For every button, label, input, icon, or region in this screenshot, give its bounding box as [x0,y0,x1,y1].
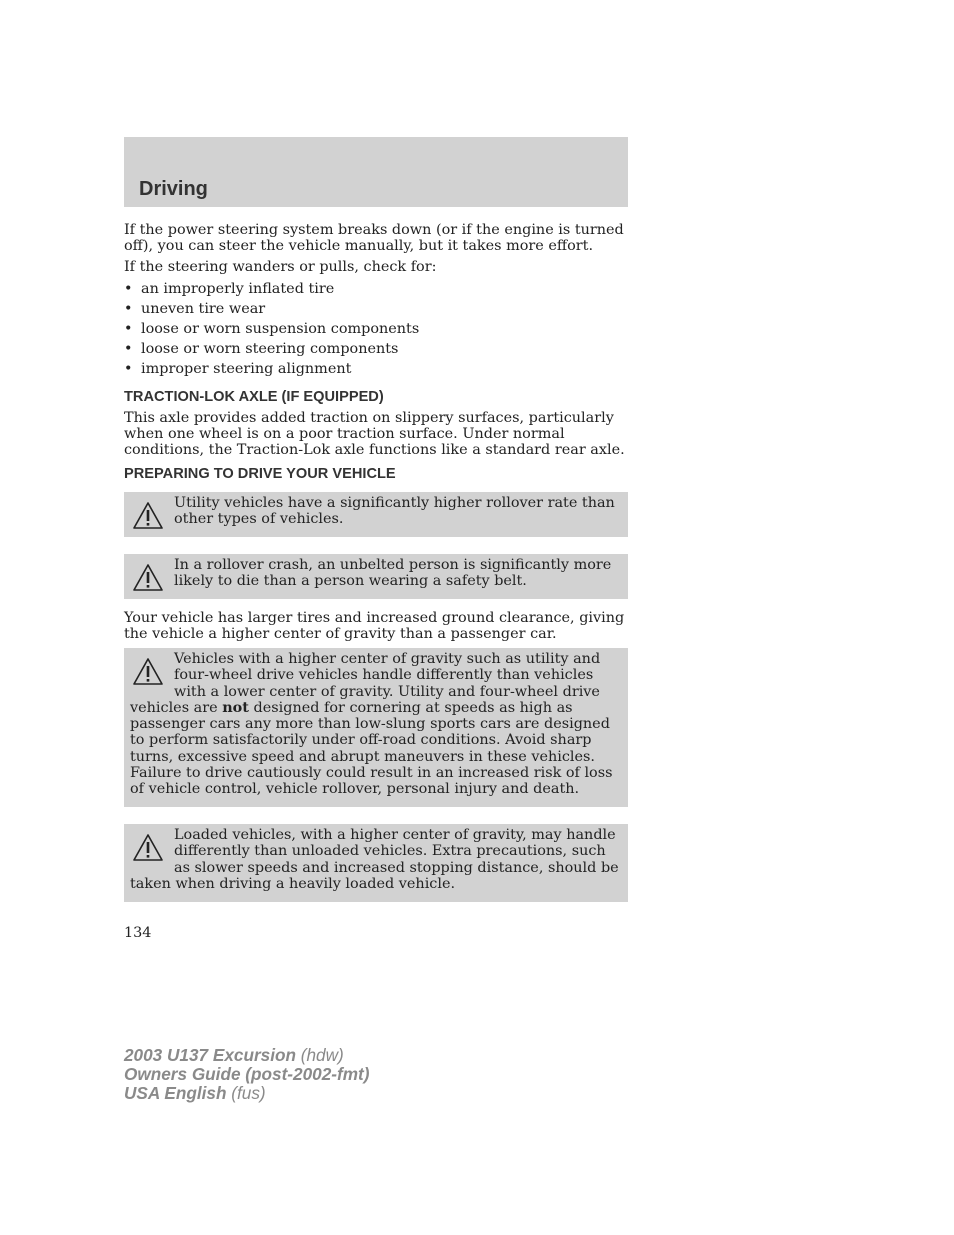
footer-language: USA English [124,1083,227,1103]
warning-text-part: Vehicles with a higher center of gravity such as utility and four-wheel drive vehicles handle differently than vehicles with a lower center of gravity. Utility and four-wheel drive vehicles are [130,651,601,716]
center-of-gravity-paragraph: Your vehicle has larger tires and increased ground clearance, giving the vehicle a higher center of gravity than a passenger car. [124,610,625,643]
page-number: 134 [124,925,152,941]
footer-model-code: (hdw) [300,1045,344,1065]
list-item [124,300,419,320]
warning-emphasis: not [222,698,249,716]
section-title: Driving [139,178,208,200]
steering-check-list [124,280,419,380]
footer-line [124,1046,369,1065]
traction-lok-paragraph: This axle provides added traction on slippery surfaces, particularly when one wheel is on a poor traction surface. Under normal conditions, the Traction-Lok axle functions like a standard rear axle. [124,410,625,459]
list-item-text: loose or worn steering components [141,341,399,357]
preparing-heading: PREPARING TO DRIVE YOUR VEHICLE [124,466,396,482]
warning-text-part: designed for cornering at speeds as high as passenger cars any more than low-slung sports cars are designed to perform satisfactorily under off-road conditions. Avoid sharp turns, excessive speed and abrupt maneuvers in these vehicles. Failure to drive cautiously could result in an increased risk of loss of vehicle control, vehicle rollover, personal injury and death. [130,699,613,798]
warning-text: Utility vehicles have a significantly higher rollover rate than other types of vehicles. [174,495,615,528]
footer-language-code: (fus) [231,1083,266,1103]
bullet-icon: • [124,301,133,317]
list-item-text: an improperly inflated tire [141,281,335,297]
bullet-icon: • [124,361,133,377]
document-footer [124,1046,369,1103]
warning-text [130,651,621,798]
traction-lok-heading: TRACTION-LOK AXLE (IF EQUIPPED) [124,389,384,405]
bullet-icon: • [124,321,133,337]
list-item-text: uneven tire wear [141,301,266,317]
warning-box-center-of-gravity [124,648,628,807]
list-item [124,360,419,380]
warning-triangle-icon [132,501,164,531]
warning-box-unbelted [124,554,628,599]
list-item-text: improper steering alignment [141,361,352,377]
list-item [124,340,419,360]
steering-check-intro: If the steering wanders or pulls, check for: [124,259,437,275]
footer-line [124,1084,369,1103]
list-item [124,320,419,340]
warning-text: Loaded vehicles, with a higher center of gravity, may handle differently than unloaded vehicles. Extra precautions, such as slower speeds and increased stopping distance, should be taken when driving a heavily loaded vehicle. [130,827,619,892]
power-steering-paragraph: If the power steering system breaks down (or if the engine is turned off), you can steer the vehicle manually, but it takes more effort. [124,222,624,255]
footer-model: 2003 U137 Excursion [124,1045,296,1065]
section-header-bar [124,137,628,207]
list-item [124,280,419,300]
footer-line: Owners Guide (post-2002-fmt) [124,1064,370,1084]
warning-triangle-icon [132,563,164,593]
warning-triangle-icon [132,657,164,687]
warning-triangle-icon [132,833,164,863]
warning-box-loaded-vehicles [124,824,628,902]
warning-box-rollover-rate [124,492,628,537]
list-item-text: loose or worn suspension components [141,321,420,337]
bullet-icon: • [124,281,133,297]
warning-text: In a rollover crash, an unbelted person is significantly more likely to die than a person wearing a safety belt. [174,557,612,590]
bullet-icon: • [124,341,133,357]
